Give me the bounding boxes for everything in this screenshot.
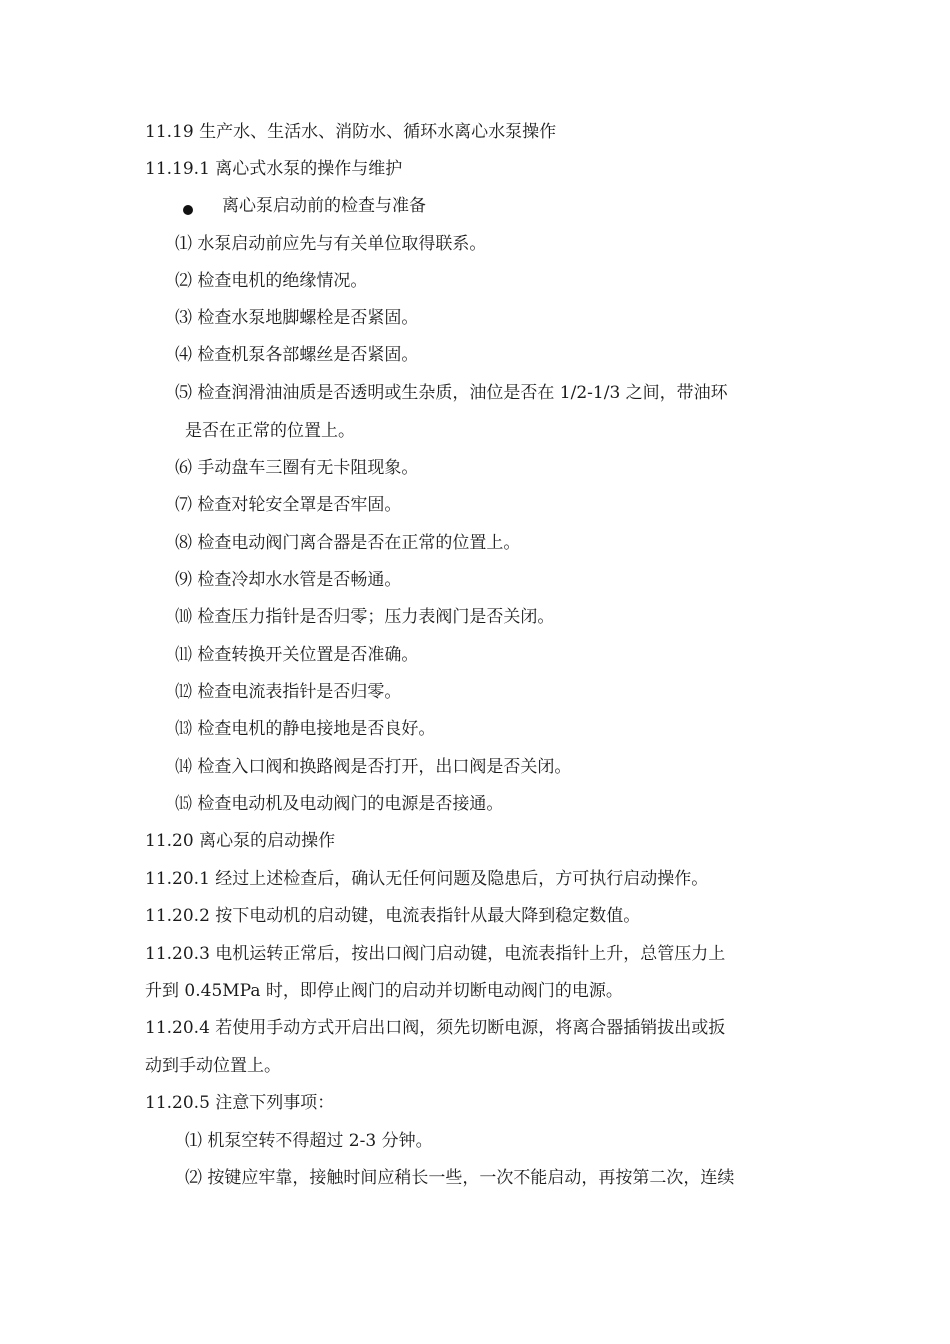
section-heading-11-20: 11.20 离心泵的启动操作 — [145, 831, 336, 851]
check-item-7: ⑺ 检查对轮安全罩是否牢固。 — [175, 495, 402, 515]
subsection-heading-11-19-1: 11.19.1 离心式水泵的操作与维护 — [145, 159, 403, 179]
bullet-heading: 离心泵启动前的检查与准备 — [222, 196, 426, 216]
note-item-1: ⑴ 机泵空转不得超过 2-3 分钟。 — [185, 1131, 433, 1151]
check-item-9: ⑼ 检查冷却水水管是否畅通。 — [175, 570, 402, 590]
bullet-icon — [183, 205, 193, 215]
check-item-10: ⑽ 检查压力指针是否归零；压力表阀门是否关闭。 — [175, 607, 555, 627]
paragraph-11-20-4-continued: 动到手动位置上。 — [145, 1056, 281, 1076]
check-item-13: ⒀ 检查电机的静电接地是否良好。 — [175, 719, 436, 739]
check-item-4: ⑷ 检查机泵各部螺丝是否紧固。 — [175, 345, 419, 365]
check-item-1: ⑴ 水泵启动前应先与有关单位取得联系。 — [175, 234, 487, 254]
check-item-14: ⒁ 检查入口阀和换路阀是否打开，出口阀是否关闭。 — [175, 757, 572, 777]
paragraph-11-20-3-continued: 升到 0.45MPa 时，即停止阀门的启动并切断电动阀门的电源。 — [145, 981, 623, 1001]
paragraph-11-20-5: 11.20.5 注意下列事项： — [145, 1093, 335, 1113]
check-item-15: ⒂ 检查电动机及电动阀门的电源是否接通。 — [175, 794, 504, 814]
section-heading-11-19: 11.19 生产水、生活水、消防水、循环水离心水泵操作 — [145, 122, 557, 142]
check-item-2: ⑵ 检查电机的绝缘情况。 — [175, 271, 368, 291]
paragraph-11-20-4: 11.20.4 若使用手动方式开启出口阀，须先切断电源，将离合器插销拔出或扳 — [145, 1018, 726, 1038]
check-item-11: ⑾ 检查转换开关位置是否准确。 — [175, 645, 419, 665]
check-item-5-continued: 是否在正常的位置上。 — [185, 421, 355, 441]
paragraph-11-20-2: 11.20.2 按下电动机的启动键，电流表指针从最大降到稳定数值。 — [145, 906, 641, 926]
check-item-8: ⑻ 检查电动阀门离合器是否在正常的位置上。 — [175, 533, 521, 553]
check-item-5: ⑸ 检查润滑油油质是否透明或生杂质，油位是否在 1/2-1/3 之间，带油环 — [175, 383, 728, 403]
paragraph-11-20-1: 11.20.1 经过上述检查后，确认无任何问题及隐患后，方可执行启动操作。 — [145, 869, 709, 889]
check-item-6: ⑹ 手动盘车三圈有无卡阻现象。 — [175, 458, 419, 478]
check-item-3: ⑶ 检查水泵地脚螺栓是否紧固。 — [175, 308, 419, 328]
paragraph-11-20-3: 11.20.3 电机运转正常后，按出口阀门启动键，电流表指针上升，总管压力上 — [145, 944, 726, 964]
check-item-12: ⑿ 检查电流表指针是否归零。 — [175, 682, 402, 702]
note-item-2: ⑵ 按键应牢靠，接触时间应稍长一些，一次不能启动，再按第二次，连续 — [185, 1168, 735, 1188]
